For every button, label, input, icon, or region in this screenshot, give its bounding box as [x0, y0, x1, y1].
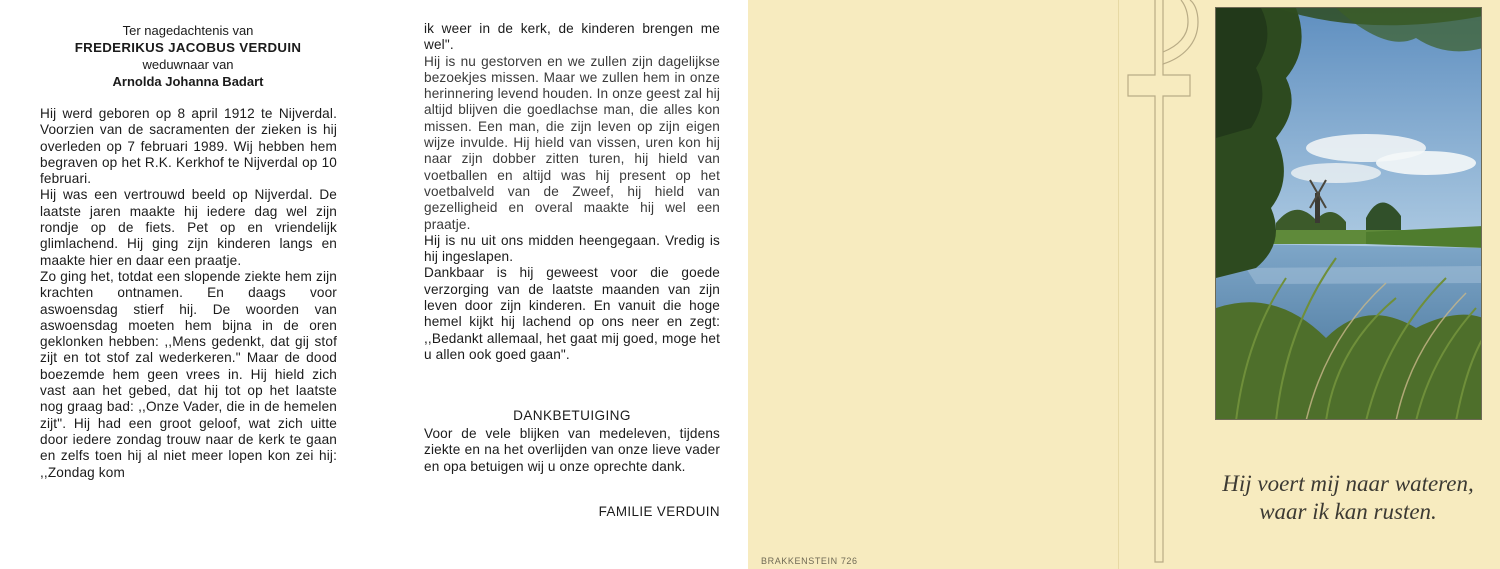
verse-line: waar ik kan rusten.: [1259, 499, 1437, 524]
memorial-intro: Ter nagedachtenis van: [122, 23, 254, 38]
remembrance-paragraph: Hij is nu uit ons midden heengegaan. Vredig is hij ingeslapen.: [424, 232, 720, 265]
fold-line: [1118, 0, 1119, 569]
relation-text: weduwnaar van: [142, 57, 234, 72]
biography-text: [40, 106, 337, 481]
publisher-code: BRAKKENSTEIN 726: [761, 556, 858, 566]
middle-panel: [374, 0, 748, 569]
biography-paragraph: Hij werd geboren op 8 april 1912 te Nijverdal. Voorzien van de sacramenten der zieken is hij overleden op 7 februari 1989. Wij hebben hem begraven op het R.K. Kerkhof te Nijverdal op 10 februari.: [40, 106, 337, 187]
remembrance-paragraph: Hij is nu gestorven en we zullen zijn dagelijkse bezoekjes missen. Maar we zullen hem in onze herinnering levend houden. In onze geest zal hij altijd blijven die goedlachse man, die alles kon missen. Een man, die zijn leven op zijn eigen wijze invulde. Hij hield van vissen, uren kon hij naar zijn dobber zitten turen, hij hield van voetballen en altijd was hij present op het voetbalveld van de Zweef, hij hield van gezelligheid en overal maakte hij wel een praatje.: [424, 53, 720, 232]
landscape-windmill-river-photo: [1215, 7, 1482, 420]
thanks-title: DANKBETUIGING: [513, 408, 631, 423]
remembrance-paragraph: Dankbaar is hij geweest voor die goede verzorging van de laatste maanden van zijn leven door zijn kinderen. En vanuit die hoge hemel kijkt hij lachend op ons neer en zegt: ,,Bedankt allemaal, het gaat mij goed, moge het u allen ook goed gaan".: [424, 265, 720, 362]
verse-line: Hij voert mij naar wateren,: [1222, 471, 1474, 496]
remembrance-text: [424, 21, 720, 363]
remembrance-paragraph: ik weer in de kerk, de kinderen brengen me wel".: [424, 21, 720, 53]
left-panel: [0, 0, 374, 569]
family-signature: FAMILIE VERDUIN: [598, 504, 720, 519]
deceased-name: FREDERIKUS JACOBUS VERDUIN: [74, 40, 302, 55]
scripture-verse: [1196, 470, 1500, 526]
spouse-name: Arnolda Johanna Badart: [112, 74, 264, 89]
memorial-header: [40, 22, 336, 90]
biography-paragraph: Hij was een vertrouwd beeld op Nijverdal. De laatste jaren maakte hij iedere dag wel zijn rondje op de fiets. Pet op en vriendelijk glimlachend. Hij ging zijn kinderen langs en maakte hier en daar een praatje.: [40, 187, 337, 268]
biography-paragraph: Zo ging het, totdat een slopende ziekte hem zijn krachten ontnamen. En daags voor aswoensdag stierf hij. De woorden van aswoensdag moeten hem bijna in de oren geklonken hebben: ,,Mens gedenkt, dat gij stof zijt en tot stof zal wederkeren." Maar de dood boezemde hem geen vrees in. Hij hield zich vast aan het gebed, dat hij tot op het laatste nog graag bad: ,,Onze Vader, die in de hemelen zijt". Hij had een groot geloof, wat zich uitte door iedere zondag trouw naar de kerk te gaan en zelfs toen hij al niet meer lopen kon zei hij: ,,Zondag kom: [40, 268, 337, 480]
thanks-text: Voor de vele blijken van medeleven, tijdens ziekte en na het overlijden van onze lieve vader en opa betuigen wij u onze oprechte dank.: [424, 426, 720, 474]
